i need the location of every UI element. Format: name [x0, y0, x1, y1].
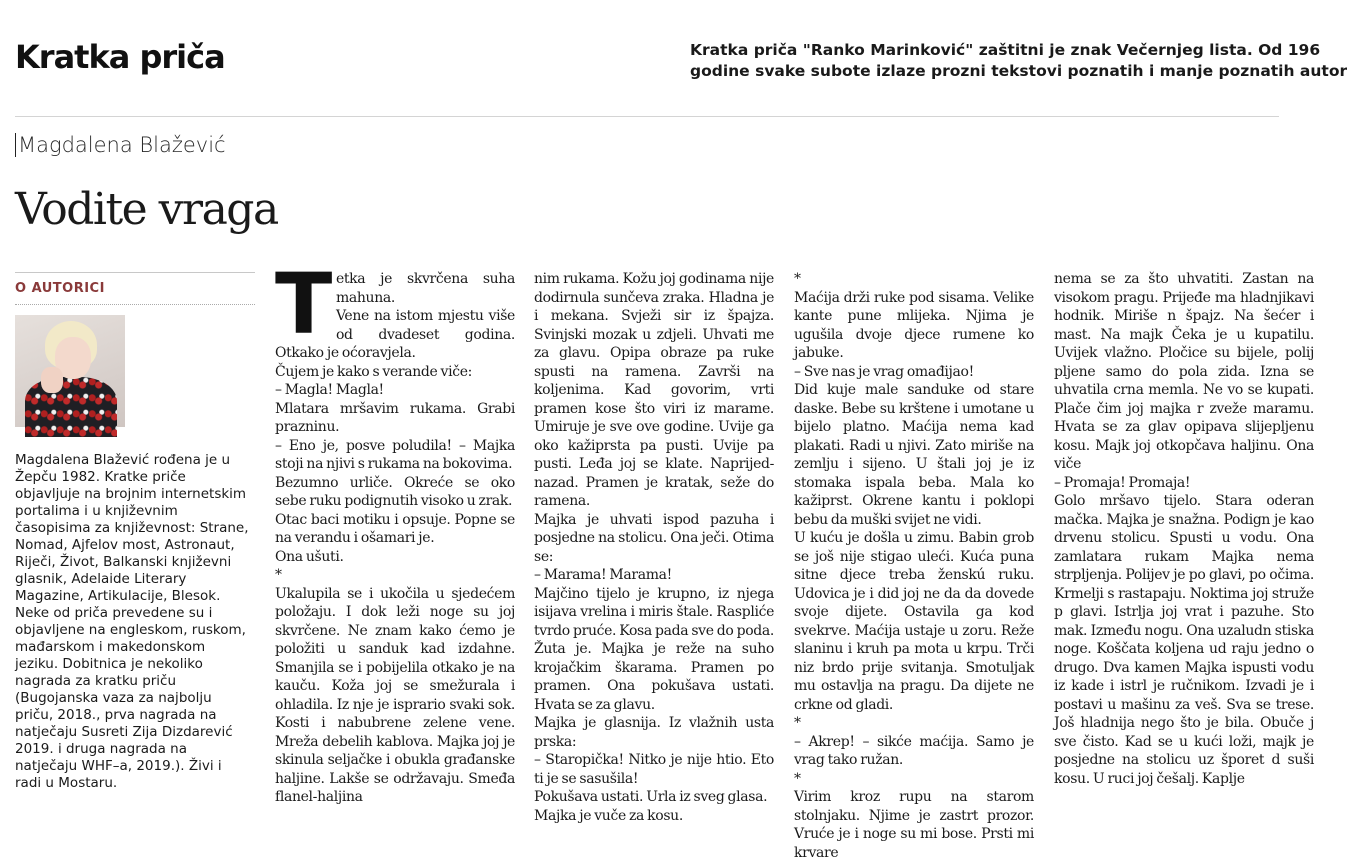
- paragraph: U kuću je došla u zimu. Babin grob se još nije stigao uleći. Kuća puna sitne djece treba ženskú ruku. Udovica je i did joj ne da da dovede svoje dijete. Ostavila ga kod svekrve. Maćija ustaje u zoru. Reže slaninu i kruh pa mota u krpu. Trči niz brdo prije svitanja. Smotuljak mu ostavlja na pragu. Da dijete ne crkne od gladi.: [794, 530, 1034, 713]
- section-title: Kratka priča: [15, 38, 225, 76]
- section-separator: *: [794, 715, 801, 731]
- paragraph: Otac baci motiku i opsuje. Popne se na verandu i ošamari je.: [275, 511, 515, 546]
- series-note: [690, 40, 1347, 82]
- paragraph: – Staropička! Nitko je nije htio. Eto ti je se sasušila!: [534, 752, 774, 787]
- paragraph: Majka je uhvati ispod pazuha i posjedne na stolicu. Ona ječi. Otima se:: [534, 511, 774, 565]
- series-note-line-1: Kratka priča "Ranko Marinković" zaštitni je znak Večernjeg lista. Od 196: [690, 41, 1321, 59]
- paragraph: Vene na istom mjestu više od dvadeset godina. Otkako je oćoravjela.: [275, 308, 515, 361]
- drop-cap: T: [275, 255, 332, 353]
- paragraph: nim rukama. Kožu joj godinama nije dodirnula sunčeva zraka. Hladna je i mekana. Svježi sir iz špajza. Svinjski mozak u zdjeli. Uhvati me za glavu. Opipa obraze pa ruke spusti na ramena. Završi na koljenima. Kad govorim, vrti pramen kose što viri iz marame. Umiruje je sve ove godine. Uvije ga oko kažiprsta pa pusti. Uvije pa pusti. Leđa joj se klate. Naprijed-nazad. Pramen je kratak, seže do ramena.: [534, 271, 774, 509]
- about-author-sidebar: [15, 272, 255, 792]
- paragraph: etka je skvrčena suha mahuna.: [335, 271, 515, 306]
- paragraph: Majka je vuče za kosu.: [534, 807, 683, 824]
- author-portrait-icon: [15, 315, 125, 427]
- paragraph: – Promaja! Promaja!: [1054, 474, 1191, 491]
- series-note-line-2: godine svake subote izlaze prozni tekstovi poznatih i manje poznatih autor: [690, 62, 1347, 80]
- article-author: Magdalena Blažević: [15, 133, 226, 157]
- article-title: Vodite vraga: [15, 184, 278, 235]
- header-divider: [15, 116, 1279, 117]
- paragraph: Virim kroz rupu na starom stolnjaku. Njime je zastrt prozor. Vruće je i noge su mi bose. Prsti mi krvare: [794, 789, 1034, 861]
- author-bio: Magdalena Blažević rođena je u Žepču 1982. Kratke priče objavljuje na brojnim internetskim portalima i u književnim časopisima za književnost: Strane, Nomad, Ajfelov most, Astronaut, Riječi, Život, Balkanski književni glasnik, Adelaide Literary Magazine, Artikulacije, Blesok. Neke od priča prevedene su i objavljene na engleskom, ruskom, mađarskom i makedonskom jeziku. Dobitnica je nekoliko nagrada za kratku priču (Bugojanska vaza za najbolju priču, 2018., prva nagrada na natječaju Susreti Zija Dizdarević 2019. i druga nagrada na natječaju WHF–a, 2019.). Živi i radi u Mostaru.: [15, 452, 249, 791]
- paragraph: Bezumno urliče. Okreće se oko sebe ruku podignutih visoko u zrak.: [275, 474, 515, 509]
- story-column-4: [1054, 270, 1314, 788]
- paragraph: Did kuje male sanduke od stare daske. Bebe su krštene i umotane u bijelo platno. Maćija nema kad plakati. Radi u njivi. Zato miriše na zemlju i sijeno. U štali joj je iz stomaka ispala beba. Mala ko kažiprst. Okrene kantu i poklopi bebu da muški svijet ne vidi.: [794, 382, 1034, 528]
- paragraph: – Magla! Magla!: [275, 382, 384, 398]
- paragraph: Majčino tijelo je krupno, iz njega isijava vrelina i miris štale. Raspliće tvrdo pruće. Kosa pada sve do poda. Žuta je. Majka je reže na suho krojačkim škarama. Pramen po pramen. Ona pokušava ustati. Hvata se za glavu.: [534, 585, 774, 713]
- paragraph: Maćija drži ruke pod sisama. Velike kante pune mlijeka. Njima je ugušila dvoje djece rumene ko jabuke.: [794, 289, 1034, 361]
- section-separator: *: [275, 567, 282, 583]
- story-column-2: [534, 270, 774, 825]
- section-separator: *: [794, 271, 801, 287]
- paragraph: Majka je glasnija. Iz vlažnih usta prska:: [534, 715, 774, 750]
- paragraph: – Sve nas je vrag omađijao!: [794, 363, 974, 380]
- sidebar-divider: [15, 272, 255, 273]
- story-column-3: [794, 270, 1034, 862]
- paragraph: Mlatara mršavim rukama. Grabi prazninu.: [275, 400, 515, 435]
- sidebar-dotted-divider: [15, 304, 255, 305]
- paragraph: – Akrep! – sikće maćija. Samo je vrag tako ružan.: [794, 733, 1034, 768]
- sidebar-label: O AUTORICI: [15, 281, 105, 296]
- paragraph: Ukalupila se i ukočila u sjedećem položaju. I dok leži noge su joj skvrčene. Ne znam kako ćemo je položiti u sanduk kad izdahne. Smanjila se i pobijelila otkako je na kauču. Koža joj se smežurala i ohladila. Iz nje je isprario svaki sok. Kosti i nabubrene zelene vene. Mreža debelih kablova. Majka joj je skinula seljačke i obukla građanske haljine. Lakše se održavaju. Smeđa flanel-haljina: [275, 585, 515, 805]
- paragraph: – Eno je, posve poludila! – Majka stoji na njivi s rukama na bokovima.: [275, 437, 515, 472]
- paragraph: nema se za što uhvatiti. Zastan na visokom pragu. Prijeđe ma hladnjikavi hodnik. Miriše n špajz. Na šećer i mast. Na majk Čeka je u kupatilu. Uvijek vlažno. Pločice su bijele, polij pljene samo do pola zida. Izna se uhvatila crna memla. Ne vo se kupati. Plače čim joj majka r zveže maramu. Hvata se za glav opipava slijepljenu kosu. Majk joj otkopčava haljinu. Ona viče: [1054, 271, 1314, 472]
- paragraph: – Marama! Marama!: [534, 567, 672, 583]
- paragraph: Čujem je kako s verande viče:: [275, 363, 473, 380]
- paragraph: Golo mršavo tijelo. Stara oderan mačka. Majka je snažna. Podign je kao drvenu stolicu. Spusti u vodu. Ona zamlatara rukam Majka nema strpljenja. Poliјev je po glavi, po očima. Krmelji s rastapaju. Noktima joj struže p glavi. Istrlja joj vrat i pazuhe. Sto mak. Između nogu. Ona uzaludn stiska noge. Koščata koljena ud raju jedno o drugo. Dva kamen Majka ispusti vodu iz kade i istrl je ručnikom. Izvadi je i postavi u mašinu za veš. Sva se trese. Još hladnija nego što je bila. Obuče j sve čisto. Kad se u kući loži, majk je posjedne na stolicu uz šporet d suši kosu. U ruci joj češalj. Kaplje: [1054, 493, 1314, 787]
- paragraph: Pokušava ustati. Urla iz sveg glasa.: [534, 789, 768, 805]
- paragraph: Ona ušuti.: [275, 548, 344, 565]
- story-column-1: [275, 255, 515, 807]
- section-separator: *: [794, 770, 801, 787]
